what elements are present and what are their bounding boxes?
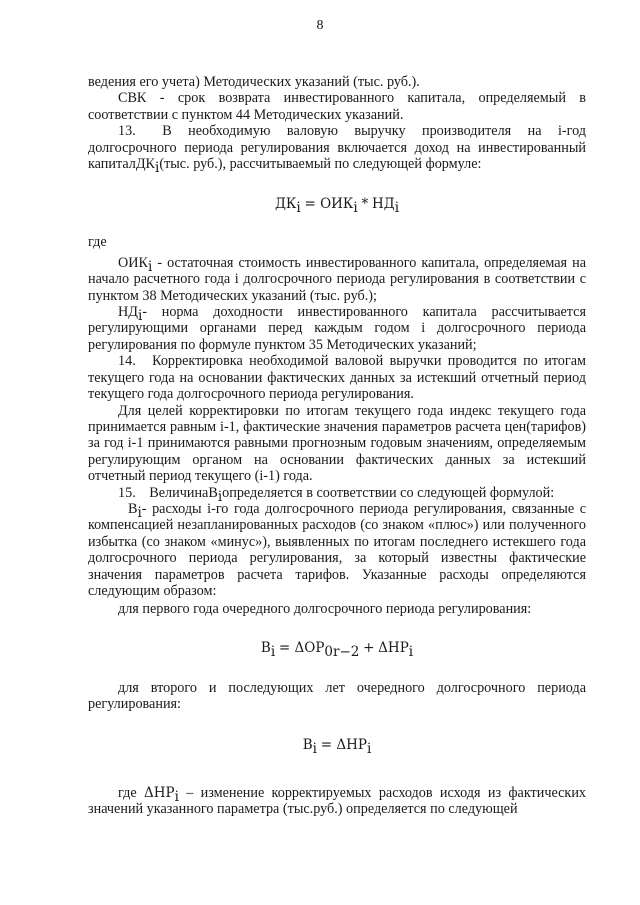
paragraph-subsequent-years: для второго и последующих лет очередного долгосрочного периода регулирования: [88, 679, 586, 713]
page-number: 8 [316, 18, 324, 33]
definition-b: $В_i-$ расходы i-го года долгосрочного периода регулирования, связанные с компенсацией незапланированных расходов (со знаком «плюс») или полученного избытка (со знаком «минус»), выявленных по итогам последнего истекшего года долгосрочного периода регулирования, за который известны фактические значения параметров расчета тарифов. Указанные расходы определяются следующим образом: [88, 500, 586, 599]
paragraph-13-text-b: (тыс. руб.), рассчитываемый по следующей формуле: [159, 156, 482, 173]
definition-delta-hp: где $\Delta HP_i$ – изменение корректируемых расходов исходя из фактических значений указанного параметра (тыс.руб.) определяется по следующей [88, 784, 587, 817]
clause-number-15: 15. [118, 484, 136, 501]
formula-dk: $ДК_i = ОИК_i * НД_i$ [274, 196, 400, 217]
paragraph-svk: СВК - срок возврата инвестированного капитала, определяемый в соответствии с пунктом 44 Методических указаний. [88, 90, 586, 123]
where-label: где [88, 234, 107, 251]
document-body [88, 74, 586, 817]
paragraph-first-year: для первого года очередного долгосрочного периода регулирования: [118, 601, 532, 618]
paragraph-13-text-a: В необходимую валовую выручку производителя на i-год долгосрочного периода регулирования включается доход на инвестированный капитал [88, 123, 586, 173]
clause-number-14: 14. [118, 353, 136, 370]
clause-number-13: 13. [118, 123, 136, 140]
formula-b-first-year: $B_i = \Delta OP_{0r-2} + \Delta HP_i$ [260, 639, 414, 660]
dk-symbol: ДК [135, 156, 156, 173]
paragraph-13: 13. В необходимую валовую выручку производителя на i-год долгосрочного периода регулирования включается доход на инвестированный капиталДК$_i$(тыс. руб.), рассчитываемый по следующей формуле: [88, 123, 586, 176]
definition-nd: $НД_i-$ норма доходности инвестированного капитала рассчитывается регулирующими органами перед каждым годом i долгосрочного периода регулирования по формуле пунктом 35 Методических указаний; [88, 304, 586, 353]
paragraph-15: 15. ВеличинаВ$_i$определяется в соответствии со следующей формулой: [118, 484, 555, 505]
paragraph-correction: Для целей корректировки по итогам текущего года индекс текущего года принимается равным i-1, фактические значения параметров расчета цен(тарифов) за год i-1 принимаются равными прогнозным годовым значениям, определяемым регулирующим органом на основании фактических данных за истекший отчетный период текущего (i-1) года. [88, 402, 586, 485]
paragraph-14: 14. Корректировка необходимой валовой выручки проводится по итогам текущего года на основании фактических данных за истекший отчетный период текущего года долгосрочного периода регулирования. [88, 353, 586, 403]
paragraph-continuation: ведения его учета) Методических указаний (тыс. руб.). [88, 74, 420, 90]
definition-oik: $ОИК_i$ - остаточная стоимость инвестированного капитала, определяемая на начало расчетного года i долгосрочного периода регулирования в соответствии с пунктом 38 Методических указаний (тыс. руб.); [88, 254, 587, 304]
formula-b-subsequent: $B_i = \Delta HP_i$ [302, 736, 372, 757]
